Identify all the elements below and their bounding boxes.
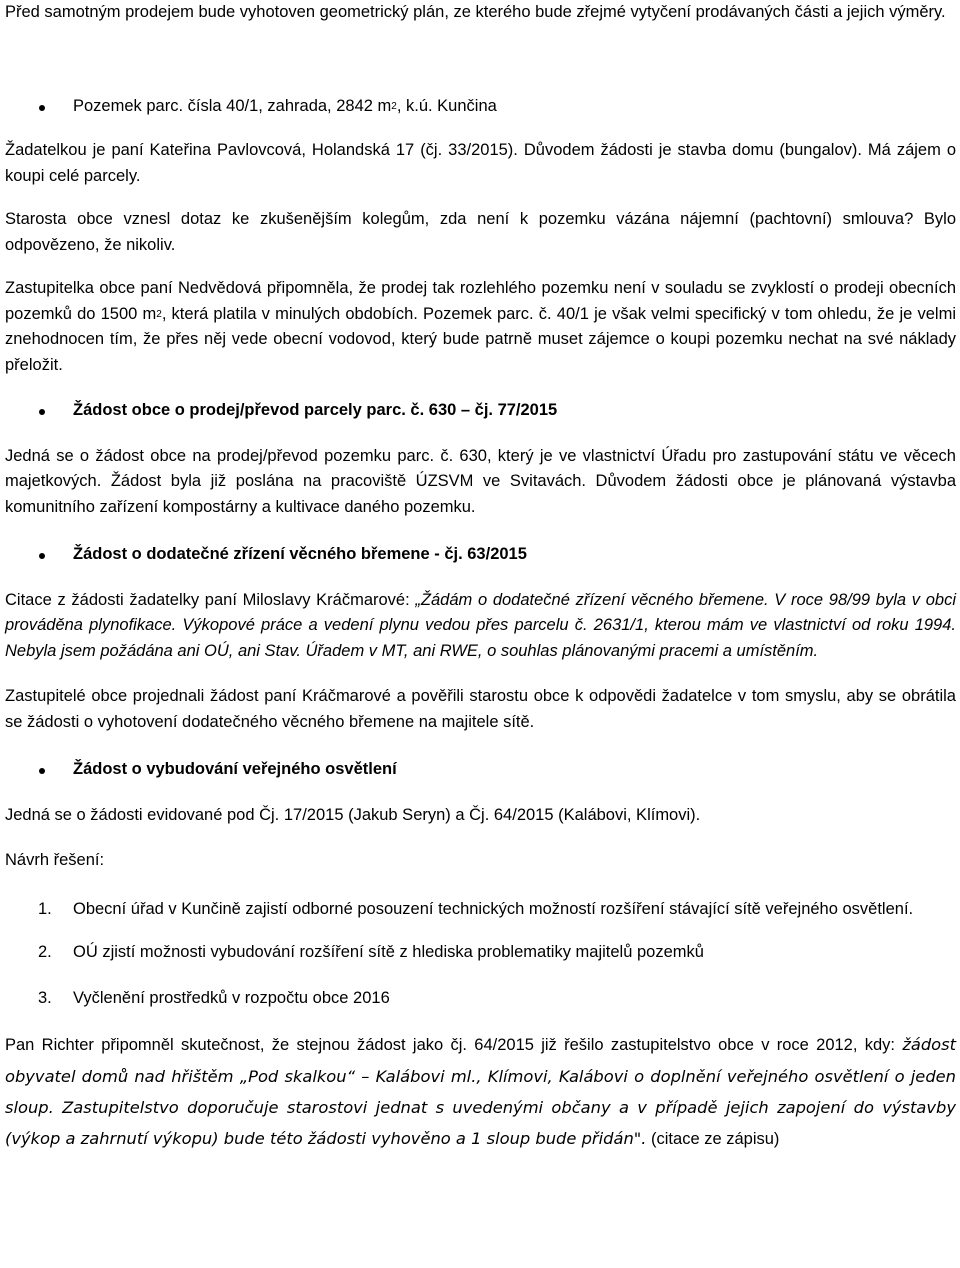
paragraph-zastupitelka: [5, 276, 956, 378]
list-text: OÚ zjistí možnosti vybudování rozšíření sítě z hlediska problematiky majitelů pozemků: [73, 943, 704, 961]
paragraph-zastupitele: Zastupitelé obce projednali žádost paní Kráčmarové a pověřili starostu obce k odpovědi žadatelce v tom smyslu, aby se obrátila se žádosti o vyhotovení dodatečného věcného břemene na majitele sítě.: [5, 687, 956, 731]
paragraph-richter: [5, 1029, 956, 1155]
heading-text: Žádost obce o prodej/převod parcely parc. č. 630 – čj. 77/2015: [73, 401, 558, 419]
list-text: Vyčlenění prostředků v rozpočtu obce 2016: [73, 988, 390, 1007]
paragraph-starosta: Starosta obce vznesl dotaz ke zkušenějším kolegům, zda není k pozemku vázána nájemní (pachtovní) smlouva? Bylo odpovězeno, že nikoliv.: [5, 210, 956, 254]
bullet-icon: [39, 105, 45, 111]
superscript: 2: [156, 308, 162, 320]
bullet-text: Pozemek parc. čísla 40/1, zahrada, 2842 m: [73, 96, 392, 115]
list-number: 1.: [38, 899, 52, 918]
bullet-text-end: , k.ú. Kunčina: [396, 96, 497, 115]
paragraph-citace: [5, 588, 956, 665]
paragraph-zadatelka: Žadatelkou je paní Kateřina Pavlovcová, Holandská 17 (čj. 33/2015). Důvodem žádosti je stavba domu (bungalov). Má zájem o koupi celé parcely.: [5, 141, 956, 185]
paragraph-parcela-630: Jedná se o žádost obce na prodej/převod pozemku parc. č. 630, který je ve vlastnictví Úřadu pro zastupování státu ve věcech majetkových. Žádost byla již poslána na pracoviště ÚZSVM ve Svitavách. Důvodem žádosti obce je plánovaná výstavba komunitního zařízení kompostárny a kultivace daného pozemku.: [5, 446, 956, 516]
list-number: 3.: [38, 988, 52, 1007]
paragraph-intro: Před samotným prodejem bude vyhotoven geometrický plán, ze kterého bude zřejmé vytyčení prodávaných části a jejich výměry.: [5, 3, 946, 21]
bullet-item-pozemek: [5, 94, 956, 120]
bullet-icon: [39, 409, 45, 415]
text-part: Pan Richter připomněl skutečnost, že stejnou žádost jako čj. 64/2015 již řešilo zastupitelstvo obce v roce 2012, kdy:: [5, 1036, 903, 1054]
superscript: 2: [391, 100, 397, 112]
heading-text: Žádost o vybudování veřejného osvětlení: [73, 760, 397, 778]
quote-text: „Žádám o dodatečné zřízení věcného břemene. V roce 98/99 byla v obci prováděna plynofikace. Výkopové práce a vedení plynu vedou přes parcelu č. 2631/1, kterou mám ve vlastnictví od roku 1994. Nebyla jsem požádána ani OÚ, ani Stav. Úřadem v MT, ani RWE, o souhlas plánovanými pracemi a umístěním.: [5, 590, 956, 660]
text-part: (citace ze zápisu): [646, 1130, 780, 1148]
quote-text: žádost obyvatel domů nad hřištěm „Pod skalkou“ – Kalábovi ml., Klímovi, Kalábovi o doplnění veřejného osvětlení o jeden sloup. Zastupitelstvo doporučuje starostovi jednat s uvedenými občany a v případě jejich zapojení do výstavby (výkop a zahrnutí výkopu) bude této žádosti vyhověno a 1 sloup bude přidán".: [5, 1035, 956, 1148]
list-item: [5, 986, 956, 1012]
text-part: , která platila v minulých obdobích. Pozemek parc. č. 40/1 je však velmi specifický v tom ohledu, že je velmi znehodnocen tím, že přes něj vede obecní vodovod, který bude patrně muset zájemce o koupi pozemku nechat na své náklady přeložit.: [5, 304, 956, 374]
heading-text: Žádost o dodatečné zřízení věcného břemene - čj. 63/2015: [73, 545, 527, 563]
bullet-icon: [39, 553, 45, 559]
bullet-heading-osvetleni: [5, 757, 956, 783]
list-number: 2.: [38, 943, 52, 961]
bullet-heading-vecne-bremeno: [5, 542, 956, 568]
paragraph-navrh: Návrh řešení:: [5, 851, 105, 869]
paragraph-zadosti: Jedná se o žádosti evidované pod Čj. 17/2015 (Jakub Seryn) a Čj. 64/2015 (Kalábovi, Klímovi).: [5, 805, 701, 824]
list-text: Obecní úřad v Kunčině zajistí odborné posouzení technických možností rozšíření stávající sítě veřejného osvětlení.: [73, 899, 914, 918]
list-item: [5, 940, 956, 966]
bullet-icon: [39, 768, 45, 774]
text-part: Citace z žádosti žadatelky paní Miloslavy Kráčmarové:: [5, 590, 416, 609]
text-part: Zastupitelka obce paní Nedvědová připomněla, že prodej tak rozlehlého pozemku není v souladu se zvyklostí o prodeji obecních pozemků do 1500 m: [5, 279, 956, 323]
list-item: [5, 897, 956, 923]
bullet-heading-parcela-630: [5, 398, 956, 424]
